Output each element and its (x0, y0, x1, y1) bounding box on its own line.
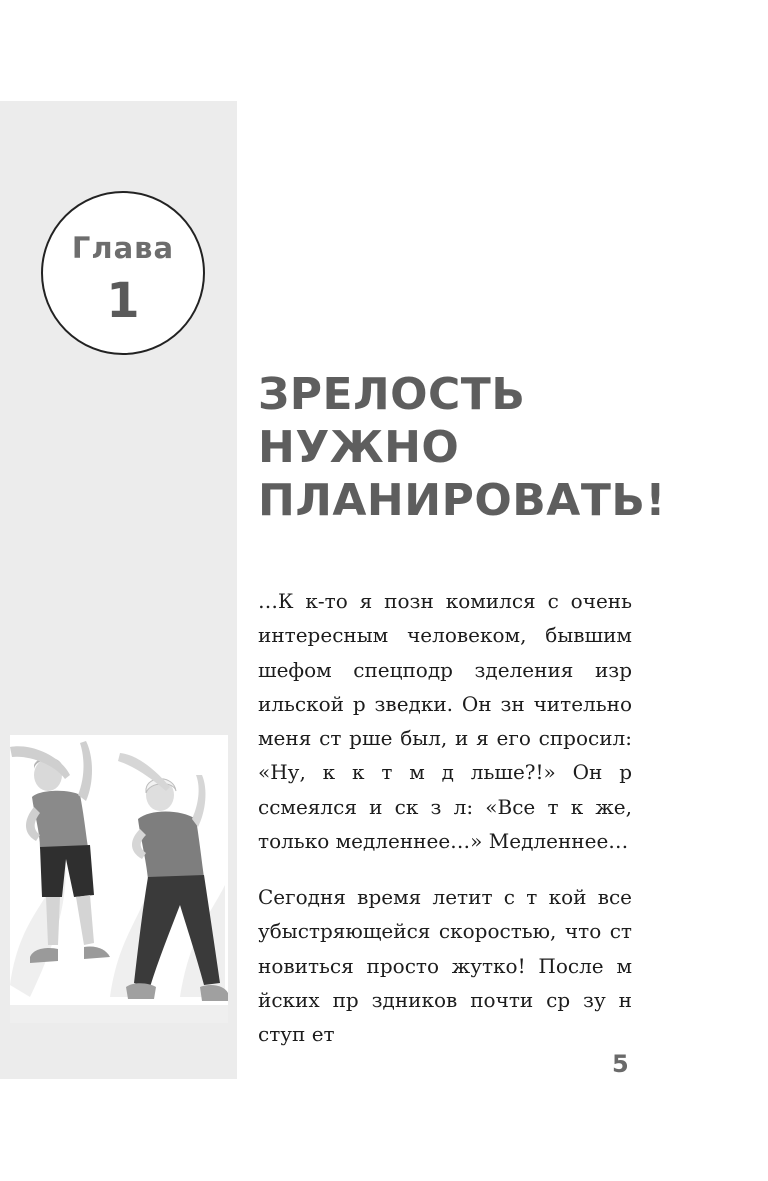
chapter-title-line: НУЖНО (258, 422, 460, 473)
page-number: 5 (612, 1050, 629, 1078)
chapter-title-line: ПЛАНИРОВАТЬ! (258, 475, 666, 526)
body-paragraph: …К к-то я позн комился с очень интересным человеком, бывшим шефом спецподр зделения изр ильской р зведки. Он зн чительно меня ст рше был, и я его спросил: «Ну, к к т м д льше?!» Он р ссмеялся и ск з л: «Все т к же, только медленнее…» Медленнее… (258, 589, 632, 854)
chapter-title-line: ЗРЕЛОСТЬ (258, 369, 526, 420)
body-paragraph: Сегодня время летит с т кой все убыстряющейся скоростью, что ст новиться просто жутко! После м йских пр здников почти ср зу н ступ ет (258, 885, 632, 1047)
chapter-label: Глава (71, 231, 175, 265)
chapter-badge (41, 191, 205, 355)
chapter-title (258, 368, 666, 527)
elderly-couple-stretching-icon (10, 735, 228, 1023)
chapter-number: 1 (106, 273, 140, 329)
